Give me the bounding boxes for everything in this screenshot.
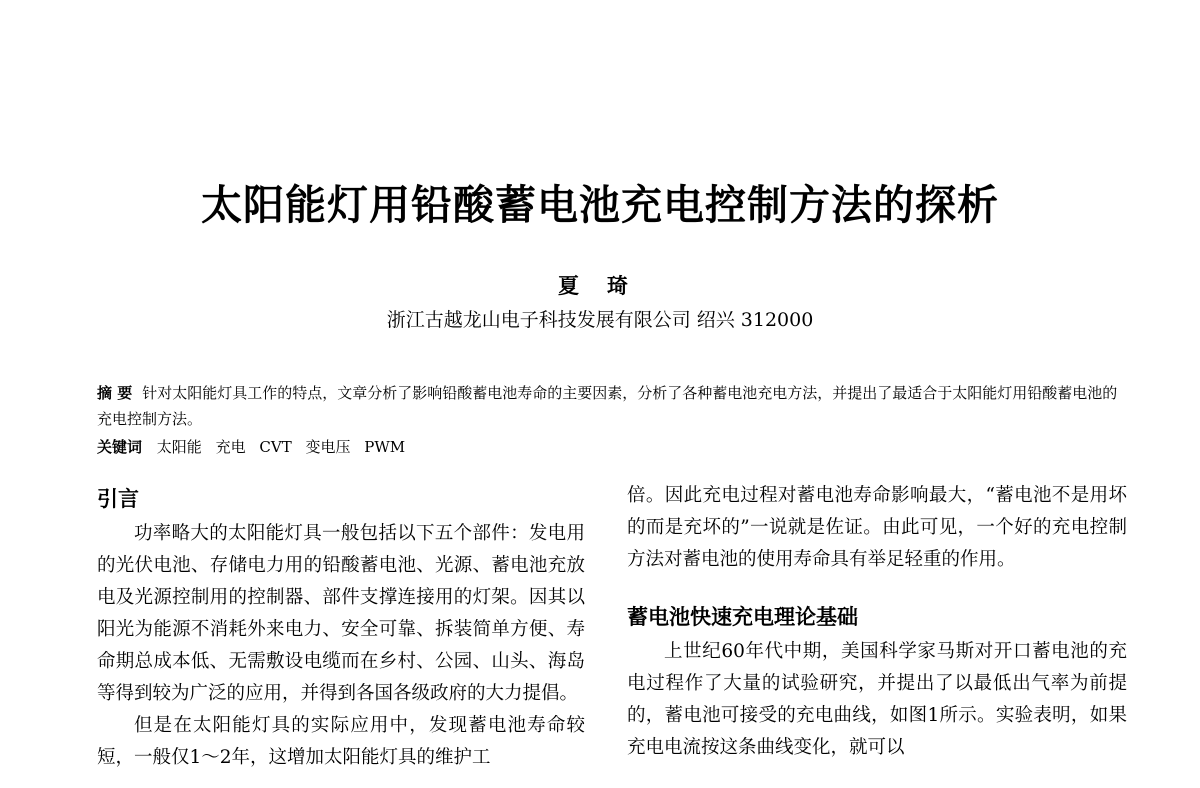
abstract	[97, 380, 1127, 432]
abstract-label: 摘 要	[97, 384, 133, 402]
keyword: 太阳能	[156, 438, 202, 456]
author-name: 夏琦	[558, 274, 656, 298]
body-paragraph: 但是在太阳能灯具的实际应用中，发现蓄电池寿命较短，一般仅1～2年，这增加太阳能灯具的维护工	[97, 715, 585, 768]
paper-title: 太阳能灯用铅酸蓄电池充电控制方法的探析	[201, 181, 999, 229]
body-paragraph: 上世纪60年代中期，美国科学家马斯对开口蓄电池的充电过程作了大量的试验研究，并提出了以最低出气率为前提的，蓄电池可接受的充电曲线，如图1所示。实验表明，如果充电电流按这条曲线变化，就可以	[627, 641, 1127, 758]
body-paragraph: 功率略大的太阳能灯具一般包括以下五个部件：发电用的光伏电池、存储电力用的铅酸蓄电池、光源、蓄电池充放电及光源控制用的控制器、部件支撑连接用的灯架。因其以阳光为能源不消耗外来电力、安全可靠、拆装简单方便、寿命期总成本低、无需敷设电缆而在乡村、公园、山头、海岛等得到较为广泛的应用，并得到各国各级政府的大力提倡。	[97, 523, 585, 704]
keyword: 充电	[215, 438, 246, 456]
keyword: 变电压	[305, 438, 351, 456]
left-column	[97, 480, 585, 774]
abstract-text: 针对太阳能灯具工作的特点，文章分析了影响铅酸蓄电池寿命的主要因素，分析了各种蓄电池充电方法，并提出了最适合于太阳能灯用铅酸蓄电池的充电控制方法。	[97, 384, 1118, 428]
author-affiliation: 浙江古越龙山电子科技发展有限公司 绍兴 312000	[386, 309, 814, 331]
keywords-label: 关键词	[97, 438, 143, 456]
keyword: PWM	[364, 438, 406, 456]
keywords	[97, 434, 1127, 460]
section-heading-introduction: 引言	[97, 487, 139, 511]
keyword: CVT	[259, 438, 292, 456]
body-paragraph-continued: 倍。因此充电过程对蓄电池寿命影响最大，“蓄电池不是用坏的而是充坏的”一说就是佐证。由此可见，一个好的充电控制方法对蓄电池的使用寿命具有举足轻重的作用。	[627, 485, 1127, 570]
section-heading-fast-charging-theory: 蓄电池快速充电理论基础	[627, 605, 858, 629]
right-column	[627, 480, 1127, 764]
